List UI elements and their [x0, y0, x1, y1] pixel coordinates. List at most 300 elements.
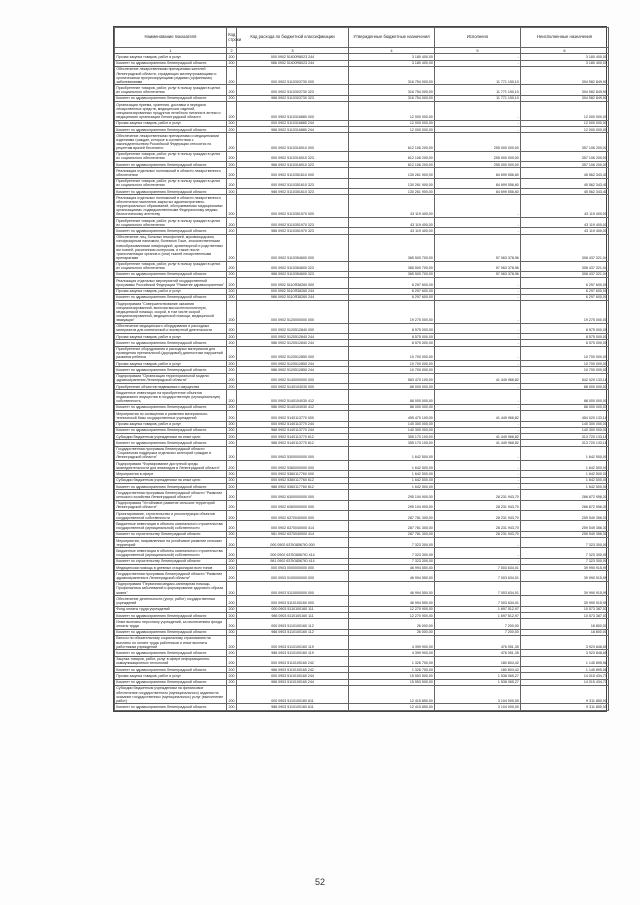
row-code: 200 — [227, 151, 237, 161]
row-kbk: 986 0902 51Ю0R8023 244 — [237, 60, 349, 66]
row-kbk: 000 0903 5110100160 244 — [237, 673, 349, 679]
row-name: Обеспечение лекарственными препаратами и медицинскими изделиями граждан, которые в соответствии с законодательством Российской Федерации относятся по рецептам врачей бесплатно — [115, 133, 227, 152]
row-name: Комитет по здравоохранению Ленинградской области — [115, 427, 227, 433]
row-name: Подпрограмма "Первичная медико-санитарная помощь. Профилактика заболеваний и формирование здорового образа жизни" — [115, 581, 227, 595]
row-approved: 355 170 100,00 — [349, 440, 435, 446]
row-code: 200 — [228, 673, 235, 678]
row-unexecuted: 8 575 000,00 — [521, 323, 609, 333]
row-unexecuted: 313 720 133,18 — [521, 434, 609, 440]
row-kbk: 000 0902 5140000000 000 — [237, 373, 349, 383]
row-kbk: 000 0902 6300000000 000 — [237, 490, 349, 500]
header-number: 1 — [115, 48, 227, 54]
row-approved: 130 261 900,00 — [349, 178, 435, 188]
row-name: Подпрограмма "Устойчивое развитие сельских территорий Ленинградской области" — [115, 500, 227, 510]
row-approved: 365 500 700,00 — [349, 261, 435, 271]
row-name: Подпрограмма "Организация территориальной модели здравоохранения Ленинградской области" — [115, 373, 227, 383]
row-kbk: 000 0902 5360000000 000 — [237, 461, 349, 471]
header-name: Наименование показателя — [115, 28, 227, 48]
row-name: Комитет по здравоохранению Ленинградской области — [115, 60, 227, 66]
row-name: Мероприятия по оснащению и развитию материально-технической базы государственных учреждений — [115, 411, 227, 421]
row-unexecuted: 308 437 321,04 — [521, 234, 609, 261]
table-row — [115, 521, 609, 531]
row-executed: 180 804,42 — [435, 656, 521, 666]
row-executed: - — [435, 54, 521, 60]
row-name: Бюджетные инвестиции в объекты капитального строительства государственной (муниципальной) собственности — [115, 521, 227, 531]
row-code: 200 — [227, 195, 237, 218]
table-row — [115, 500, 609, 510]
row-code: 200 — [228, 189, 235, 194]
budget-execution-table — [114, 27, 609, 711]
row-approved: 140 300 000,00 — [349, 421, 435, 427]
table-row — [115, 218, 609, 228]
row-code: 200 — [227, 168, 237, 178]
row-kbk: 000 0903 5110100160 112 — [237, 619, 349, 629]
row-kbk: 000 0902 5110303730 323 — [237, 85, 349, 95]
row-code: 200 — [227, 571, 237, 581]
row-name: Реализация отдельных полномочий в области лекарственного обеспечения — [115, 168, 227, 178]
table-row — [115, 490, 609, 500]
row-name: Комитет по здравоохранению Ленинградской области — [115, 612, 227, 618]
row-code: 200 — [228, 428, 235, 433]
row-name: Комитет по строительству Ленинградской области — [115, 558, 227, 564]
row-unexecuted: 313 720 133,18 — [521, 440, 609, 446]
row-name: Медицинская помощь в дневных стационарах всех типов — [115, 565, 227, 571]
row-executed: 3 104 000,00 — [435, 704, 521, 710]
row-name: Комитет по здравоохранению Ленинградской области — [115, 228, 227, 234]
row-executed: 180 804,42 — [435, 666, 521, 672]
row-name: Мероприятия в сфере — [115, 471, 227, 477]
row-executed: 7 003 634,01 — [435, 596, 521, 606]
row-approved: 612 106 200,00 — [349, 162, 435, 168]
row-executed: 84 699 556,60 — [435, 189, 521, 195]
row-approved: 287 781 300,00 — [349, 511, 435, 521]
row-kbk: 000 0902 5140104030 000 — [237, 384, 349, 390]
table-row — [115, 234, 609, 261]
row-kbk: 000 0902 5120512840 244 — [237, 334, 349, 340]
row-executed: - — [435, 446, 521, 460]
row-approved: 12 415 850,00 — [349, 704, 435, 710]
row-executed: - — [435, 340, 521, 346]
row-name: Прочая закупка товаров, работ и услуг — [115, 421, 227, 427]
table-row — [115, 85, 609, 95]
row-approved: 15 553 500,00 — [349, 679, 435, 685]
row-unexecuted: 357 106 200,00 — [521, 151, 609, 161]
table-row — [115, 411, 609, 421]
table-row — [115, 195, 609, 218]
row-kbk: 000 0902 637Ю8567Ю 000 — [237, 538, 349, 548]
row-code: 200 — [227, 490, 237, 500]
row-approved: 316 754 000,00 — [349, 85, 435, 95]
row-unexecuted: 10 573 387,03 — [521, 606, 609, 612]
row-code: 200 — [227, 461, 237, 471]
row-executed: 28 231 943,70 — [435, 511, 521, 521]
row-code: 200 — [227, 521, 237, 531]
row-approved: 7 323 300,00 — [349, 558, 435, 564]
row-kbk: 986 0903 5110100160 111 — [237, 612, 349, 618]
row-kbk: 986 0902 5110354600 323 — [237, 271, 349, 277]
row-kbk: 000 0902 5140104030 412 — [237, 390, 349, 404]
row-approved: 495 470 100,00 — [349, 411, 435, 421]
row-kbk: 986 0902 5110Я38260 244 — [237, 294, 349, 300]
row-approved: 10 700 000,00 — [349, 361, 435, 367]
row-executed: 57 063 378,96 — [435, 261, 521, 271]
row-code: 200 — [227, 102, 237, 121]
row-name: Государственная программа Ленинградской области "Развитие сельского хозяйства Ленинградской области" — [115, 490, 227, 500]
row-approved: 12 270 900,00 — [349, 612, 435, 618]
row-kbk: 986 0902 5360117760 612 — [237, 484, 349, 490]
row-executed: - — [435, 334, 521, 340]
row-unexecuted: 1 642 500,00 — [521, 461, 609, 471]
row-unexecuted: 45 562 343,40 — [521, 178, 609, 188]
row-unexecuted: 88 000 000,00 — [521, 384, 609, 390]
table-row — [115, 635, 609, 649]
row-unexecuted: 542 020 133,18 — [521, 373, 609, 383]
row-unexecuted: 10 700 000,00 — [521, 361, 609, 367]
row-executed: - — [435, 404, 521, 410]
row-approved: 43 119 400,00 — [349, 218, 435, 228]
row-approved: 140 300 000,00 — [349, 427, 435, 433]
row-executed: - — [435, 120, 521, 126]
row-kbk: 000 0902 5110351610 000 — [237, 168, 349, 178]
row-executed: 28 231 943,70 — [435, 500, 521, 510]
row-name: Обеспечение лекарственными препаратами жителей Ленинградской области, страдающих жизнеугрожающими и хроническими прогрессирующими редкими (орфанными) заболеваниями — [115, 66, 227, 85]
row-code: 200 — [227, 85, 237, 95]
row-kbk: 986 0902 5120512840 244 — [237, 340, 349, 346]
table-row — [115, 66, 609, 85]
row-approved: 19 275 000,00 — [349, 301, 435, 324]
row-name: Комитет по здравоохранению Ленинградской области — [115, 704, 227, 710]
row-executed: - — [435, 390, 521, 404]
row-executed: - — [435, 471, 521, 477]
row-code: 200 — [227, 278, 237, 288]
row-unexecuted: 3 923 848,65 — [521, 635, 609, 649]
row-unexecuted: 10 700 000,00 — [521, 346, 609, 360]
row-code: 200 — [228, 368, 235, 373]
table-row — [115, 133, 609, 152]
row-kbk: 000 0902 5110Я38260 000 — [237, 278, 349, 288]
row-executed: 41 449 966,82 — [435, 373, 521, 383]
row-approved: 583 470 100,00 — [349, 373, 435, 383]
row-unexecuted: 3 180 400,00 — [521, 54, 609, 60]
row-name: Прочая закупка товаров, работ и услуг — [115, 288, 227, 294]
row-code: 200 — [227, 500, 237, 510]
table-row — [115, 685, 609, 704]
row-executed: - — [435, 323, 521, 333]
row-executed: 28 231 943,70 — [435, 521, 521, 531]
row-approved: 88 000 000,00 — [349, 384, 435, 390]
table-row — [115, 151, 609, 161]
row-unexecuted: 9 311 850,00 — [521, 704, 609, 710]
table-row — [115, 548, 609, 558]
row-approved: 12 000 000,00 — [349, 126, 435, 132]
row-unexecuted: 1 642 500,00 — [521, 477, 609, 483]
row-code: 200 — [228, 484, 235, 489]
row-name: Комитет по здравоохранению Ленинградской области — [115, 162, 227, 168]
row-name: Реализация отдельных полномочий в области лекарственного обеспечения населения закрытых административно-территориальных образований, обслуживаемых медицинскими организациями, подведомственными Федеральному медико-биологическому агентству — [115, 195, 227, 218]
row-name: Обеспечение медицинского оборудования и расходных материалов для клинической и экспертной деятельности — [115, 323, 227, 333]
row-executed: 476 051,35 — [435, 650, 521, 656]
row-name: Комитет по строительству Ленинградской области — [115, 531, 227, 537]
row-unexecuted: 43 119 400,00 — [521, 195, 609, 218]
table-header — [115, 28, 609, 54]
row-executed: - — [435, 228, 521, 234]
row-name: Комитет по здравоохранению Ленинградской области — [115, 666, 227, 672]
row-name: Приобретение товаров, работ, услуг в пользу граждан в целях их социального обеспечения — [115, 178, 227, 188]
row-executed: - — [435, 301, 521, 324]
row-approved: 1 642 500,00 — [349, 484, 435, 490]
row-kbk: 986 0902 5120512850 244 — [237, 367, 349, 373]
row-name: Подпрограмма "Формирование доступной среды жизнедеятельности для инвалидов в Ленинградской области" — [115, 461, 227, 471]
row-name: Подпрограмма "Совершенствование оказания специализированной, включая высокотехнологичную, медицинской помощи, скорой, в том числе скорой специализированной, медицинской помощи, медицинской эвакуации" — [115, 301, 227, 324]
row-approved: 43 119 400,00 — [349, 228, 435, 234]
row-code: 200 — [228, 613, 235, 618]
row-code: 200 — [228, 295, 235, 300]
row-code: 200 — [228, 384, 235, 389]
row-name: Бюджетные инвестиции в объекты капитального строительства государственной (муниципальной) собственности — [115, 548, 227, 558]
row-name: Приобретение товаров, работ, услуг в пользу граждан в целях их социального обеспечения — [115, 151, 227, 161]
row-unexecuted: 1 642 500,00 — [521, 471, 609, 477]
row-name: Комитет по здравоохранению Ленинградской области — [115, 95, 227, 101]
row-executed: - — [435, 548, 521, 558]
row-approved: 1 326 700,00 — [349, 666, 435, 672]
row-unexecuted: 43 119 400,00 — [521, 228, 609, 234]
row-executed: - — [435, 477, 521, 483]
row-code: 200 — [228, 61, 235, 66]
row-kbk: 986 0902 5110351970 323 — [237, 228, 349, 234]
row-approved: 130 261 900,00 — [349, 168, 435, 178]
row-unexecuted: 6 297 600,00 — [521, 294, 609, 300]
row-code: 200 — [227, 685, 237, 704]
table-row — [115, 278, 609, 288]
row-code: 200 — [228, 532, 235, 537]
row-kbk: 000 0902 6370040000 414 — [237, 521, 349, 531]
row-code: 200 — [227, 390, 237, 404]
row-unexecuted: 12 000 000,00 — [521, 120, 609, 126]
row-executed: 7 200,00 — [435, 629, 521, 635]
row-kbk: 000 0902 5110351970 000 — [237, 195, 349, 218]
row-approved: 15 553 500,00 — [349, 673, 435, 679]
header-unexecuted: Неисполненные назначения — [521, 28, 609, 48]
row-kbk: 986 0903 5110100160 112 — [237, 629, 349, 635]
row-kbk: 986 0902 5140113770 244 — [237, 427, 349, 433]
row-approved: 8 575 000,00 — [349, 323, 435, 333]
row-executed: 11 771 150,10 — [435, 66, 521, 85]
row-unexecuted: 357 106 200,00 — [521, 162, 609, 168]
row-approved: 1 642 500,00 — [349, 471, 435, 477]
row-name: Субсидии бюджетным учреждениям на финансовое обеспечение государственного (муниципального) задания на оказание государственных (муниципальных) услуг (выполнение работ) — [115, 685, 227, 704]
row-kbk: 000 0902 5110351610 323 — [237, 178, 349, 188]
row-executed: 84 699 556,60 — [435, 168, 521, 178]
row-approved: 6 297 600,00 — [349, 278, 435, 288]
row-unexecuted: 259 549 356,30 — [521, 511, 609, 521]
header-kbk: Код расхода по бюджетной классификации — [237, 28, 349, 48]
row-code: 200 — [228, 650, 235, 655]
row-name: Комитет по здравоохранению Ленинградской области — [115, 440, 227, 446]
row-approved: 43 119 400,00 — [349, 195, 435, 218]
row-approved: 287 781 300,00 — [349, 531, 435, 537]
row-unexecuted: 14 015 434,73 — [521, 679, 609, 685]
row-kbk: 986 0903 5110100160 611 — [237, 704, 349, 710]
row-approved: 46 994 550,00 — [349, 571, 435, 581]
row-kbk: 986 0902 5110303730 323 — [237, 95, 349, 101]
row-unexecuted: 39 990 915,99 — [521, 596, 609, 606]
row-unexecuted: 7 323 300,00 — [521, 558, 609, 564]
row-kbk: 000 0902 5360117760 000 — [237, 471, 349, 477]
row-name: Закупка товаров, работ, услуг в сфере информационно-коммуникационных технологий — [115, 656, 227, 666]
row-kbk: 000 0902 5110316910 000 — [237, 133, 349, 152]
row-kbk: 986 0903 5110100160 119 — [237, 650, 349, 656]
row-unexecuted: 10 573 387,03 — [521, 612, 609, 618]
row-executed: 57 063 378,96 — [435, 271, 521, 277]
row-approved: 8 575 000,00 — [349, 340, 435, 346]
row-code: 200 — [227, 373, 237, 383]
row-unexecuted: 18 800,00 — [521, 619, 609, 629]
row-name: Приобретение оборудования и расходных материалов для проведения пренатальной (дородовой) диагностики нарушений развития ребенка — [115, 346, 227, 360]
row-approved: 1 642 500,00 — [349, 477, 435, 483]
row-name: Государственная программа Ленинградской области "Развитие здравоохранения в Ленинградской области" — [115, 571, 227, 581]
table-row — [115, 656, 609, 666]
row-code: 200 — [228, 405, 235, 410]
row-kbk: 000 0902 5110354600 000 — [237, 234, 349, 261]
row-executed: 7 200,00 — [435, 619, 521, 629]
row-approved: 88 000 000,00 — [349, 390, 435, 404]
table-row — [115, 461, 609, 471]
row-approved: 295 104 900,00 — [349, 500, 435, 510]
row-kbk: 000 0903 5110000000 000 — [237, 581, 349, 595]
row-name: Комитет по здравоохранению Ленинградской области — [115, 367, 227, 373]
row-unexecuted: 1 642 500,00 — [521, 446, 609, 460]
row-unexecuted: 7 323 300,00 — [521, 538, 609, 548]
row-unexecuted: 308 437 321,04 — [521, 261, 609, 271]
row-executed: 84 699 556,60 — [435, 178, 521, 188]
row-unexecuted: 9 311 850,00 — [521, 685, 609, 704]
row-unexecuted: 259 549 356,30 — [521, 531, 609, 537]
table-row — [115, 446, 609, 460]
row-unexecuted: 304 982 849,90 — [521, 66, 609, 85]
row-name: Бюджетные инвестиции на приобретение объектов недвижимого имущества в государственную (муниципальную) собственность — [115, 390, 227, 404]
row-kbk: 986 0902 5140104030 412 — [237, 404, 349, 410]
row-executed: 41 449 966,82 — [435, 434, 521, 440]
row-approved: 10 700 000,00 — [349, 367, 435, 373]
row-code: 200 — [227, 66, 237, 85]
row-approved: 88 000 000,00 — [349, 404, 435, 410]
row-name: Взносы по обязательному социальному страхованию на выплаты по оплате труда работников и иные выплаты работникам учреждений — [115, 635, 227, 649]
row-unexecuted: 266 872 956,30 — [521, 500, 609, 510]
row-unexecuted: 140 300 000,00 — [521, 421, 609, 427]
row-unexecuted: 1 145 895,58 — [521, 666, 609, 672]
row-unexecuted: 1 642 500,00 — [521, 484, 609, 490]
table-row — [115, 261, 609, 271]
row-approved: 3 180 400,00 — [349, 54, 435, 60]
row-kbk: 000 0903 5100000000 000 — [237, 571, 349, 581]
row-kbk: 986 0902 5110316880 244 — [237, 126, 349, 132]
row-unexecuted: 3 923 848,65 — [521, 650, 609, 656]
row-name: Прочая закупка товаров, работ и услуг — [115, 54, 227, 60]
row-name: Организация приема, хранения, доставки и передачи лекарственных средств, медицинских изделий, специализированных продуктов лечебного питания в аптеки и медицинские организации Ленинградской области — [115, 102, 227, 121]
row-approved: 26 000,00 — [349, 629, 435, 635]
row-name: Прочая закупка товаров, работ и услуг — [115, 120, 227, 126]
table-row — [115, 373, 609, 383]
row-executed: - — [435, 538, 521, 548]
row-code: 200 — [227, 656, 237, 666]
row-kbk: 000 0903 5110100160 242 — [237, 656, 349, 666]
row-executed: 28 231 943,70 — [435, 490, 521, 500]
row-kbk: 000 0902 5110316910 323 — [237, 151, 349, 161]
row-code: 200 — [227, 234, 237, 261]
row-kbk: 000 0902 6370040000 000 — [237, 511, 349, 521]
row-unexecuted: 304 982 849,90 — [521, 95, 609, 101]
row-kbk: 000 0902 5300000000 000 — [237, 446, 349, 460]
row-executed: 7 003 634,01 — [435, 581, 521, 595]
row-kbk: 000 0903 5110100160 119 — [237, 635, 349, 649]
table-row — [115, 102, 609, 121]
row-approved: 316 754 000,00 — [349, 95, 435, 101]
row-approved: 12 415 850,00 — [349, 685, 435, 704]
header-executed: Исполнено — [435, 28, 521, 48]
row-executed: - — [435, 278, 521, 288]
row-executed: - — [435, 461, 521, 471]
row-executed: 476 051,35 — [435, 635, 521, 649]
budget-execution-table-container — [113, 26, 607, 712]
row-kbk: 000 0902 5120512850 244 — [237, 361, 349, 367]
row-unexecuted: 10 700 000,00 — [521, 367, 609, 373]
row-name: Приобретение товаров, работ, услуг в пользу граждан в целях их социального обеспечения — [115, 218, 227, 228]
row-approved: 12 000 000,00 — [349, 120, 435, 126]
row-code: 200 — [228, 289, 235, 294]
row-unexecuted: 266 872 956,30 — [521, 490, 609, 500]
row-code: 200 — [227, 323, 237, 333]
row-executed: - — [435, 384, 521, 390]
row-executed: - — [435, 102, 521, 121]
row-kbk: 000 0902 6360000000 000 — [237, 500, 349, 510]
row-name: Комитет по здравоохранению Ленинградской области — [115, 404, 227, 410]
page-number: 52 — [314, 877, 325, 887]
row-name: Прочая закупка товаров, работ и услуг — [115, 673, 227, 679]
row-name: Субсидии бюджетным учреждениям на иные цели — [115, 477, 227, 483]
row-approved: 295 104 900,00 — [349, 490, 435, 500]
row-approved: 365 500 700,00 — [349, 234, 435, 261]
row-unexecuted: 18 800,00 — [521, 629, 609, 635]
row-executed: - — [435, 218, 521, 228]
row-code: 200 — [227, 596, 237, 606]
row-code: 200 — [227, 581, 237, 595]
row-executed: - — [435, 421, 521, 427]
row-unexecuted: 45 562 343,40 — [521, 168, 609, 178]
row-kbk: 981 0902 637Ю8567Ю 414 — [237, 558, 349, 564]
row-name: Обеспечение деятельности (услуг, работ) государственных учреждений — [115, 596, 227, 606]
table-row — [115, 511, 609, 521]
row-executed: - — [435, 126, 521, 132]
row-code: 200 — [227, 619, 237, 629]
row-unexecuted: 43 119 400,00 — [521, 218, 609, 228]
row-approved: 1 326 700,00 — [349, 656, 435, 666]
row-approved: 3 180 400,00 — [349, 60, 435, 66]
row-code: 200 — [228, 440, 235, 445]
row-executed: 1 538 065,27 — [435, 673, 521, 679]
row-name: Обеспечение лиц, больных гемофилией, муковисцидозом, гипофизарным нанизмом, болезнью Гоше, злокачественными новообразованиями лимфоидной, кроветворной и родственных им тканей, рассеянным склерозом, а также после трансплантации органов и (или) тканей лекарственными препаратами — [115, 234, 227, 261]
header-number: 2 — [227, 48, 237, 54]
row-approved: 130 261 900,00 — [349, 189, 435, 195]
row-kbk: 000 0902 637Ю8567Ю 414 — [237, 548, 349, 558]
row-code: 200 — [227, 538, 237, 548]
row-executed: - — [435, 558, 521, 564]
row-kbk: 000 0902 5110Я38260 244 — [237, 288, 349, 294]
row-name: Комитет по здравоохранению Ленинградской области — [115, 126, 227, 132]
row-name: Комитет по здравоохранению Ленинградской области — [115, 484, 227, 490]
row-unexecuted: 39 990 915,99 — [521, 581, 609, 595]
row-kbk: 000 0902 5120000000 000 — [237, 301, 349, 324]
row-executed: - — [435, 367, 521, 373]
